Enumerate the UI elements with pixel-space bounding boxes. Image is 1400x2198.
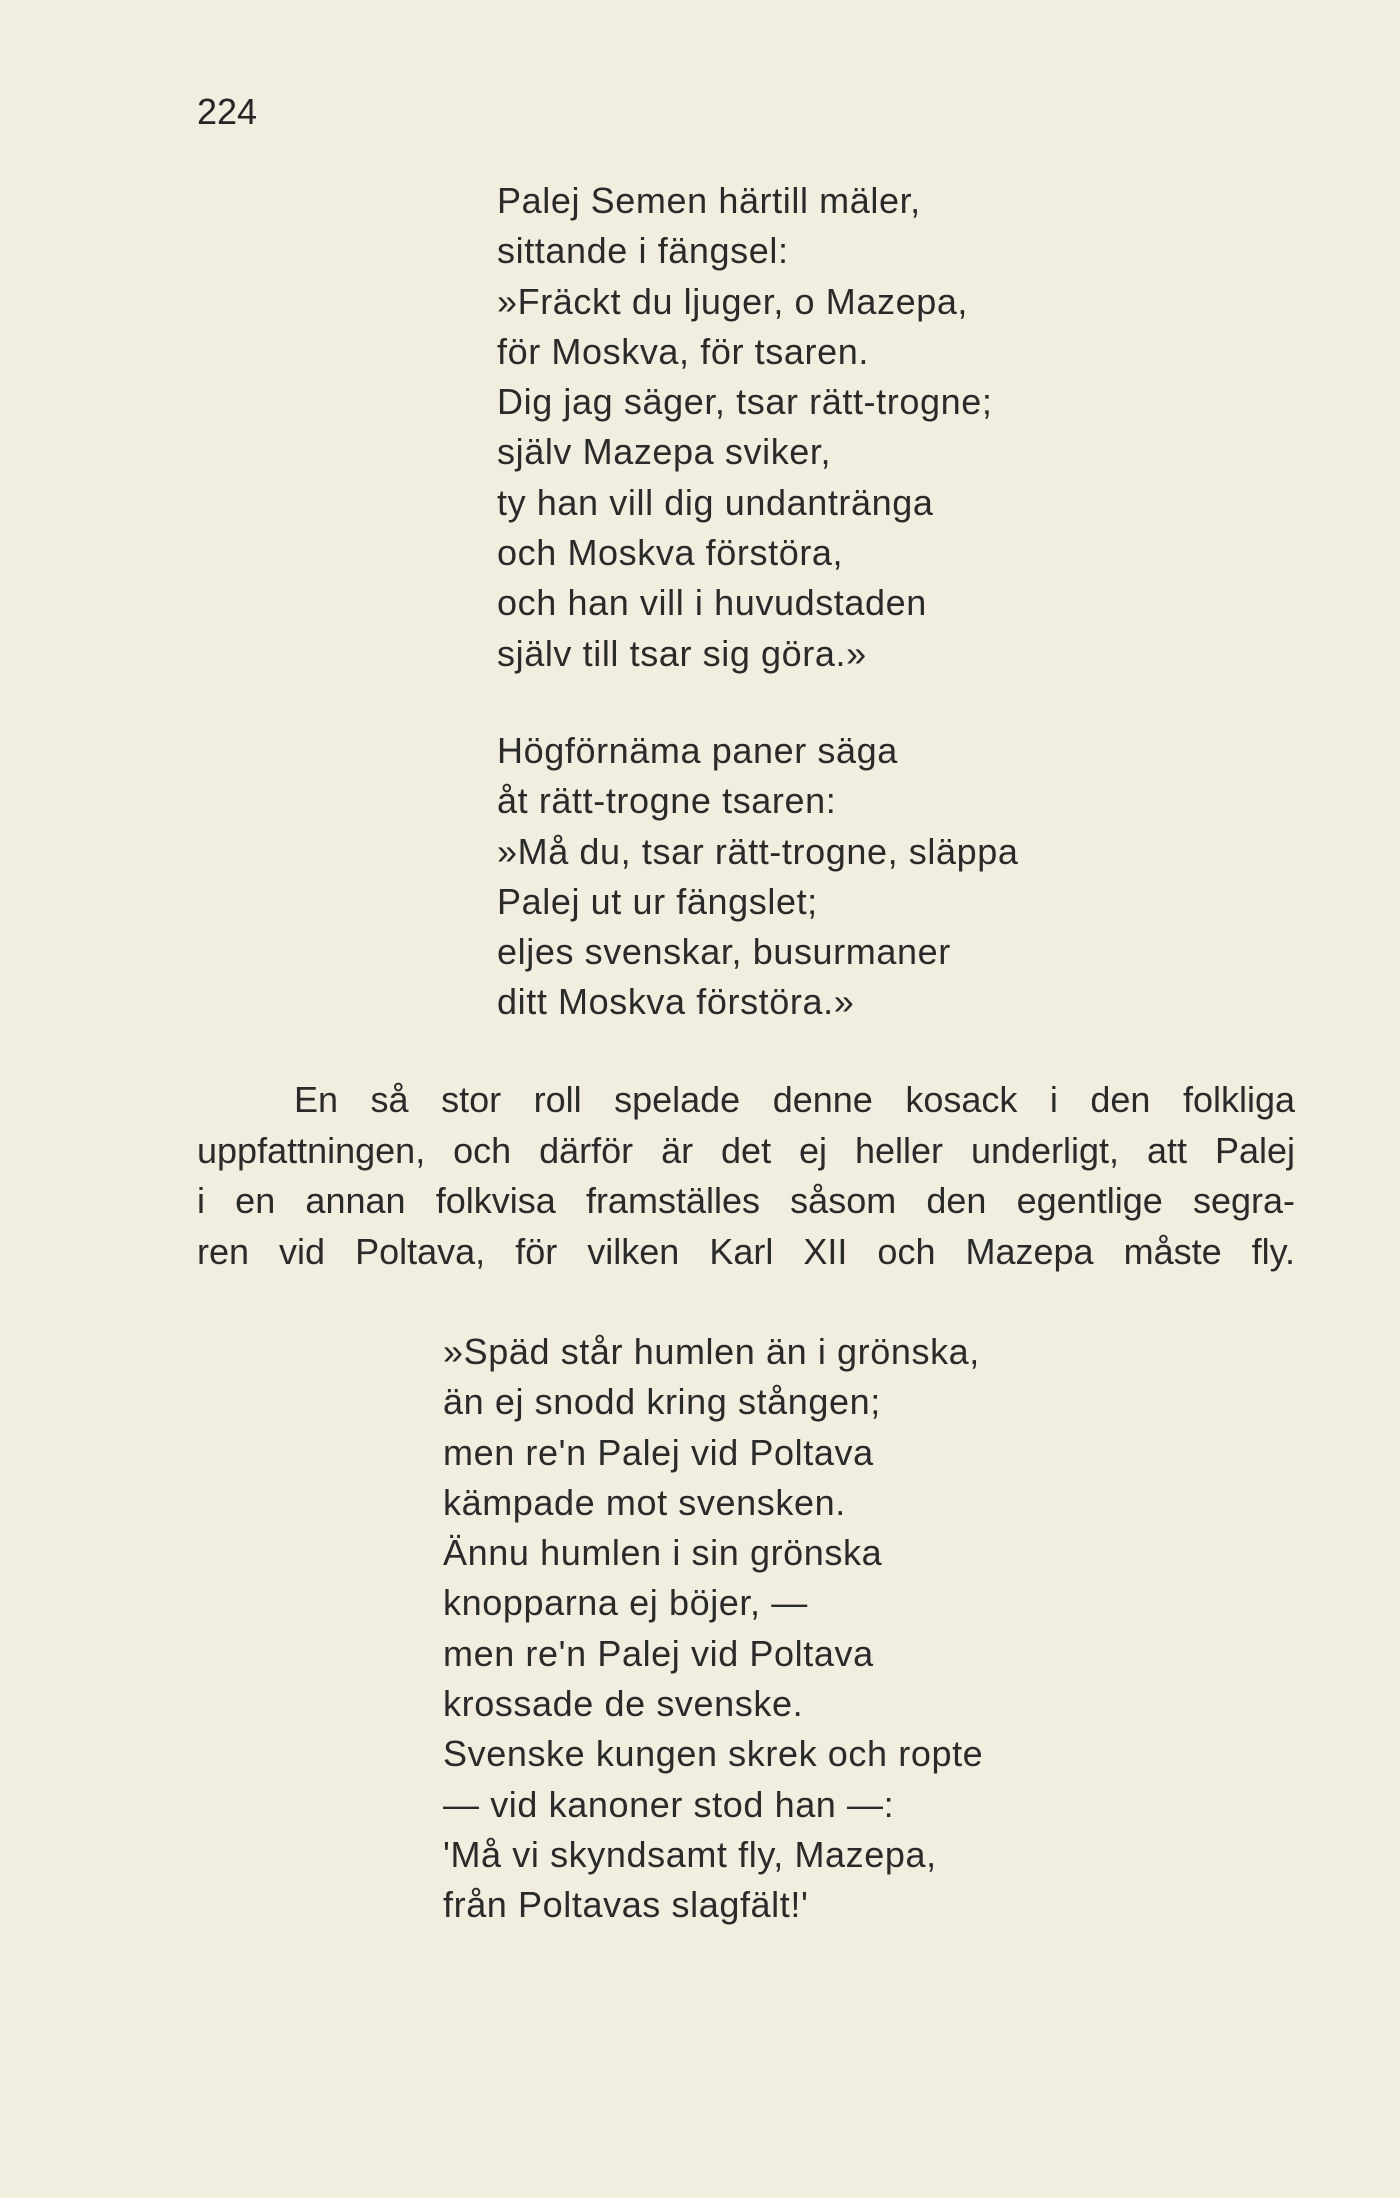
verse-line: och Moskva förstöra, <box>497 532 844 574</box>
page-number: 224 <box>197 91 258 132</box>
verse-line: Ännu humlen i sin grönska <box>443 1532 883 1574</box>
prose-paragraph <box>197 1075 1295 1277</box>
prose-line: En så stor roll spelade denne kosack i den folkliga <box>294 1079 1295 1120</box>
verse-line: åt rätt-trogne tsaren: <box>497 780 837 822</box>
verse-line: än ej snodd kring stången; <box>443 1381 881 1423</box>
prose-line: uppfattningen, och därför är det ej heller underligt, att Palej <box>197 1129 1295 1171</box>
verse-line: och han vill i huvudstaden <box>497 582 927 624</box>
verse-line: Svenske kungen skrek och ropte <box>443 1733 984 1775</box>
verse-line: men re'n Palej vid Poltava <box>443 1632 874 1674</box>
verse-line: sittande i fängsel: <box>497 230 789 272</box>
verse-line: knopparna ej böjer, — <box>443 1582 808 1624</box>
verse-line: kämpade mot svensken. <box>443 1481 846 1523</box>
verse-line: ty han vill dig undantränga <box>497 481 934 523</box>
verse-line: 'Må vi skyndsamt fly, Mazepa, <box>443 1833 937 1875</box>
verse-line: men re'n Palej vid Poltava <box>443 1431 874 1473</box>
verse-line: Palej ut ur fängslet; <box>497 880 818 922</box>
verse-line: från Poltavas slagfält!' <box>443 1884 809 1926</box>
verse-line: »Må du, tsar rätt-trogne, släppa <box>497 830 1019 872</box>
verse-line: ditt Moskva förstöra.» <box>497 981 855 1023</box>
verse-line: Högförnäma paner säga <box>497 730 898 771</box>
verse-line: krossade de svenske. <box>443 1683 804 1725</box>
verse-line: för Moskva, för tsaren. <box>497 330 869 372</box>
verse-line: »Fräckt du ljuger, o Mazepa, <box>497 280 969 322</box>
prose-line: ren vid Poltava, för vilken Karl XII och Mazepa måste fly. <box>197 1230 1295 1272</box>
prose-line: i en annan folkvisa framställes såsom den egentlige segra- <box>197 1180 1295 1221</box>
verse-line: Palej Semen härtill mäler, <box>497 180 921 221</box>
poem-stanza-1 <box>497 176 992 679</box>
verse-line: — vid kanoner stod han —: <box>443 1783 895 1825</box>
poem-stanza-3 <box>443 1327 983 1931</box>
verse-line: själv till tsar sig göra.» <box>497 632 867 674</box>
verse-line: Dig jag säger, tsar rätt-trogne; <box>497 381 993 423</box>
verse-line: eljes svenskar, busurmaner <box>497 931 951 973</box>
poem-stanza-2 <box>497 726 1018 1028</box>
verse-line: »Späd står humlen än i grönska, <box>443 1331 980 1372</box>
verse-line: själv Mazepa sviker, <box>497 431 832 473</box>
